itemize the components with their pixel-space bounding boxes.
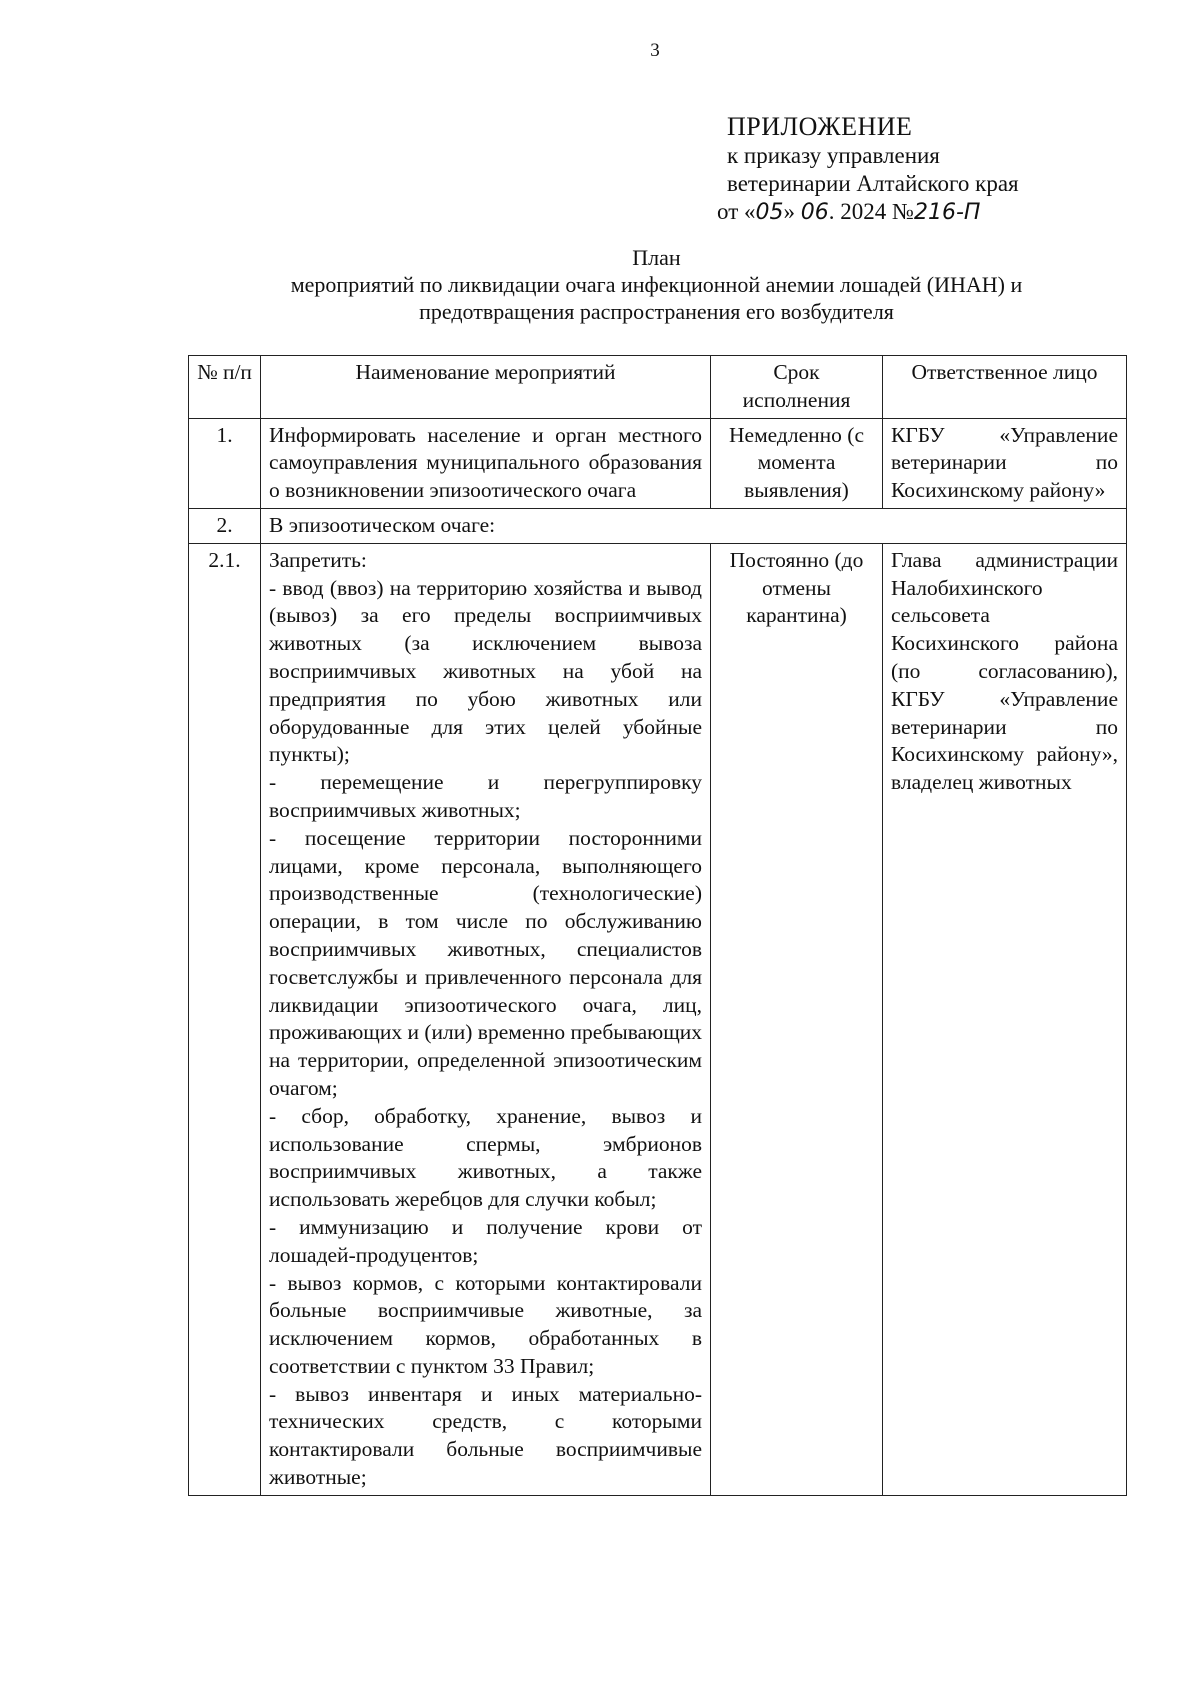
appendix-title: ПРИЛОЖЕНИЕ xyxy=(727,112,913,141)
table-row xyxy=(189,543,1127,1495)
date-mid: » xyxy=(783,199,801,224)
order-number-handwritten: 216-П xyxy=(913,200,981,225)
measure-responsible: Глава администрации Налобихинского сельсовета Косихинского района (по согласованию), КГБУ «Управление ветеринарии по Косихинскому району», владелец животных xyxy=(883,543,1127,1495)
appendix-block xyxy=(717,112,1019,227)
page-number: 3 xyxy=(650,40,660,61)
date-day-handwritten: 05 xyxy=(755,200,784,225)
header-name: Наименование мероприятий xyxy=(261,356,711,419)
plan-subtitle-2: предотвращения распространения его возбудителя xyxy=(419,299,894,324)
row-number: 1. xyxy=(189,418,261,508)
date-month-handwritten: 06 xyxy=(800,200,829,225)
appendix-date-line xyxy=(717,198,1019,227)
appendix-line-1: к приказу управления xyxy=(727,143,940,168)
date-prefix: от « xyxy=(717,199,756,224)
header-num: № п/п xyxy=(189,356,261,419)
measure-text: Информировать население и орган местного самоуправления муниципального образования о возникновении эпизоотического очага xyxy=(261,418,711,508)
row-number: 2. xyxy=(189,508,261,543)
table-row xyxy=(189,418,1127,508)
plan-table xyxy=(188,355,1127,1496)
table-row xyxy=(189,508,1127,543)
table-header-row xyxy=(189,356,1127,419)
list-item: - перемещение и перегруппировку восприимчивых животных; xyxy=(269,770,702,822)
date-year: . 2024 № xyxy=(828,199,914,224)
header-term: Срок исполнения xyxy=(711,356,883,419)
list-item: - сбор, обработку, хранение, вывоз и использование спермы, эмбрионов восприимчивых животных, а также использовать жеребцов для случки кобыл; xyxy=(269,1103,702,1212)
measure-intro: Запретить: xyxy=(269,547,367,572)
list-item: - вывоз кормов, с которыми контактировали больные восприимчивые животные, за исключением кормов, обработанных в соответствии с пунктом 33 Правил; xyxy=(269,1270,702,1378)
header-responsible: Ответственное лицо xyxy=(883,356,1127,419)
measure-term: Постоянно (до отмены карантина) xyxy=(711,543,883,1495)
list-item: - иммунизацию и получение крови от лошадей-продуцентов; xyxy=(269,1214,702,1267)
plan-title: План xyxy=(632,245,681,270)
list-item: - ввод (ввоз) на территорию хозяйства и вывод (вывоз) за его пределы восприимчивых животных (за исключением вывоза восприимчивых животных на убой на предприятия по убою животных или оборудованные для этих целей убойные пункты); xyxy=(269,575,702,767)
measure-responsible: КГБУ «Управление ветеринарии по Косихинскому району» xyxy=(883,418,1127,508)
row-number: 2.1. xyxy=(189,543,261,1495)
measure-term: Немедленно (с момента выявления) xyxy=(711,418,883,508)
section-heading: В эпизоотическом очаге: xyxy=(261,508,1127,543)
plan-subtitle-1: мероприятий по ликвидации очага инфекционной анемии лошадей (ИНАН) и xyxy=(290,272,1023,297)
plan-heading xyxy=(200,244,1113,325)
list-item: - вывоз инвентаря и иных материально-технических средств, с которыми контактировали больные восприимчивые животные; xyxy=(269,1381,702,1490)
measure-text xyxy=(261,543,711,1495)
appendix-line-2: ветеринарии Алтайского края xyxy=(727,171,1019,196)
list-item: - посещение территории посторонними лицами, кроме персонала, выполняющего производственные (технологические) операции, в том числе по обслуживанию восприимчивых животных, специалистов госветслужбы и привлеченного персонала для ликвидации эпизоотического очага, лиц, проживающих и (или) временно пребывающих на территории, определенной эпизоотическим очагом; xyxy=(269,825,703,1100)
